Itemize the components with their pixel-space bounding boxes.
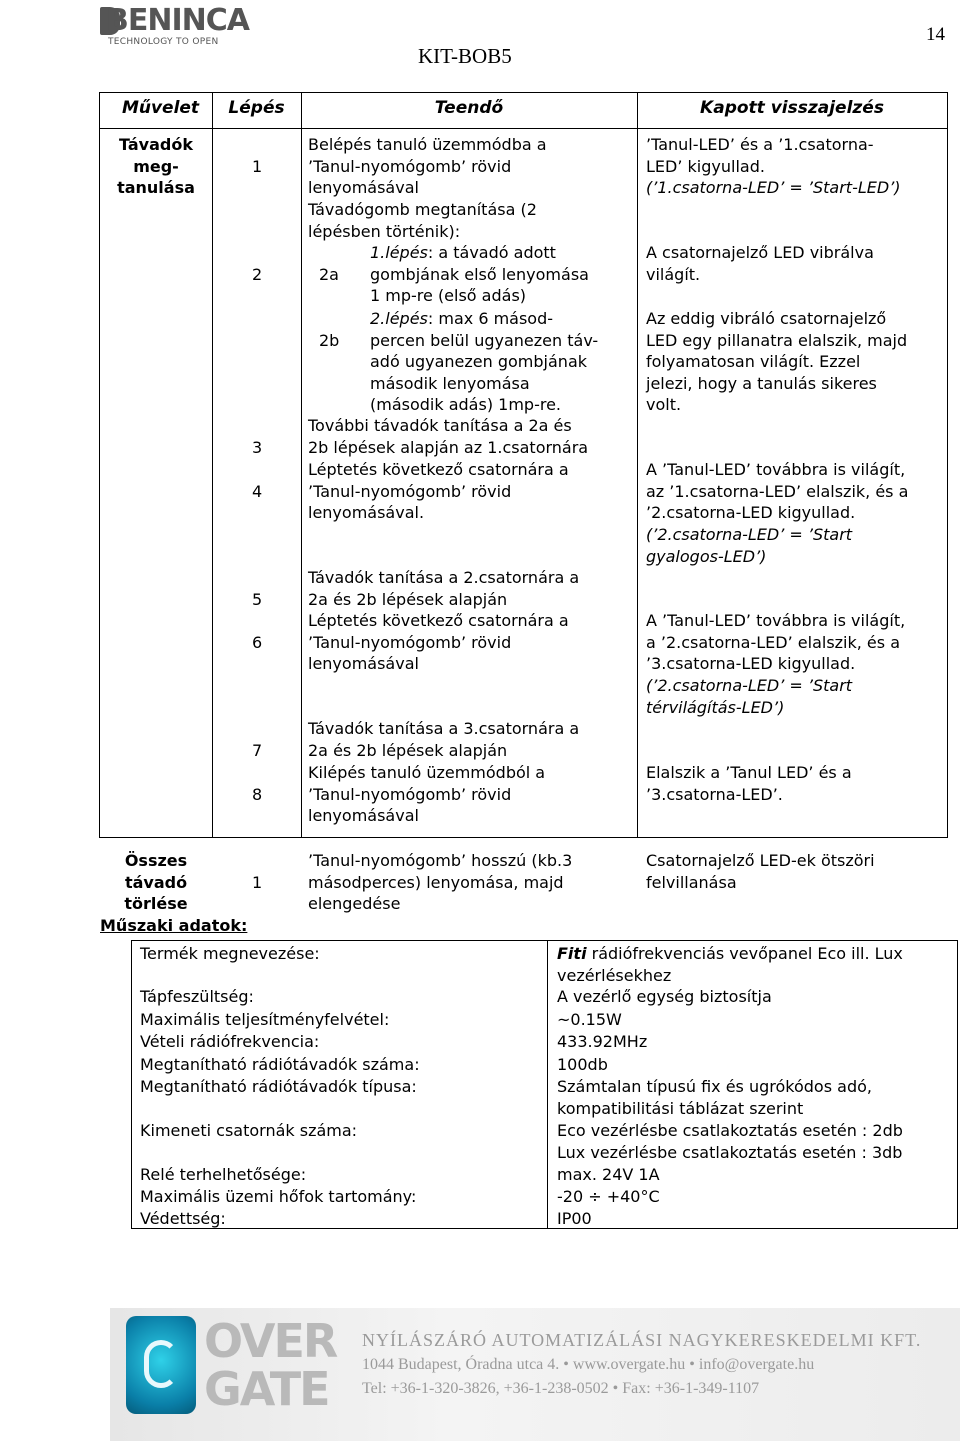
logo-tagline: TECHNOLOGY TO OPEN [108, 37, 219, 47]
spec-label-temperature: Maximális üzemi hőfok tartomány: [140, 1187, 417, 1206]
logo-text: BENINCA [106, 3, 249, 38]
header-operation: Művelet [121, 98, 200, 118]
section-delete: Összes távadó törlése [124, 851, 188, 914]
spec-label-frequency: Vételi rádiófrekvencia: [140, 1032, 320, 1051]
spec-label-supply: Tápfeszültség: [140, 987, 254, 1006]
spec-label-product: Termék megnevezése: [140, 944, 320, 963]
feedback-6b: (’2.csatorna-LED’ = ’Start térvilágítás-LED’) [646, 676, 853, 717]
page-number: 14 [926, 24, 945, 45]
spec-label-remote-count: Megtanítható rádiótávadók száma: [140, 1055, 420, 1074]
step-2: 2 [252, 265, 263, 284]
step-1: 1 [252, 157, 263, 176]
feedback-4b: (’2.csatorna-LED’ = ’Start gyalogos-LED’) [646, 525, 853, 566]
overgate-logo-bottom: GATE [204, 1362, 329, 1416]
action-step-6: Léptetés következő csatornára a ’Tanul-nyomógomb’ rövid lenyomásával [308, 611, 569, 674]
feedback-8: Elalszik a ’Tanul LED’ és a ’3.csatorna-LED’. [646, 763, 852, 804]
model-title: KIT-BOB5 [418, 44, 512, 68]
overgate-logo [126, 1312, 336, 1430]
action-step-2a [370, 242, 635, 307]
spec-value-remote-count: 100db [557, 1055, 608, 1074]
feedback-2a: A csatornajelző LED vibrálva világít. [646, 243, 874, 284]
action-step-1: Belépés tanuló üzemmódba a ’Tanul-nyomógomb’ rövid lenyomásával [308, 135, 547, 198]
spec-value-power: ~0.15W [557, 1010, 622, 1029]
step-7: 7 [252, 741, 263, 760]
spec-value-supply: A vezérlő egység biztosítja [557, 987, 772, 1006]
action-step-2a-text: : a távadó adott gombjának első lenyomása 1 mp-re (első adás) [370, 243, 589, 306]
section-learning: Távadók meg- tanulása [117, 135, 195, 198]
action-step-5: Távadók tanítása a 2.csatornára a 2a és 2b lépések alapján [308, 568, 580, 609]
feedback-2b: Az eddig vibráló csatornajelző LED egy pillanatra elalszik, majd folyamatosan világít. Ezzel jelezi, hogy a tanulás sikeres volt. [646, 309, 908, 415]
substep-2a: 2a [319, 265, 339, 284]
spec-value-remote-type: Számtalan típusú fix és ugrókódos adó, kompatibilitási táblázat szerint [557, 1077, 872, 1118]
header-action: Teendő [434, 98, 504, 118]
action-step-2b-text: : max 6 másod- percen belül ugyanezen táv- adó ugyanezen gombjának második lenyomása (második adás) 1mp-re. [370, 309, 599, 415]
spec-value-product [557, 943, 957, 986]
feedback-6a: A ’Tanul-LED’ továbbra is világít, a ’2.csatorna-LED’ elalszik, és a ’3.csatorna-LED kigyullad. [646, 611, 906, 674]
spec-label-remote-type: Megtanítható rádiótávadók típusa: [140, 1077, 417, 1096]
spec-value-product-brand: Fiti [557, 944, 587, 963]
action-step-2a-prefix: 1.lépés [370, 243, 428, 262]
substep-2b: 2b [319, 331, 340, 350]
overgate-logo-top: OVER [204, 1314, 337, 1368]
spec-value-protection: IP00 [557, 1209, 592, 1228]
delete-feedback: Csatornajelző LED-ek ötszöri felvillanása [646, 851, 875, 892]
feedback-4a: A ’Tanul-LED’ továbbra is világít, az ’1.csatorna-LED’ elalszik, és a ’2.csatorna-LED kigyullad. [646, 460, 909, 523]
header-step: Lépés [228, 98, 285, 118]
step-3: 3 [252, 438, 263, 457]
footer-company: NYÍLÁSZÁRÓ AUTOMATIZÁLÁSI NAGYKERESKEDELMI KFT. [362, 1330, 922, 1350]
step-6: 6 [252, 633, 263, 652]
spec-label-relay: Relé terhelhetősége: [140, 1165, 307, 1184]
action-step-2b-prefix: 2.lépés [370, 309, 428, 328]
spec-label-protection: Védettség: [140, 1209, 226, 1228]
feedback-1b: (’1.csatorna-LED’ = ’Start-LED’) [646, 178, 901, 197]
delete-action: ’Tanul-nyomógomb’ hosszú (kb.3 másodperces) lenyomása, majd elengedése [308, 851, 573, 914]
step-8: 8 [252, 785, 263, 804]
action-step-7: Távadók tanítása a 3.csatornára a 2a és 2b lépések alapján [308, 719, 580, 760]
feedback-1a: ’Tanul-LED’ és a ’1.csatorna- LED’ kigyullad. [646, 135, 874, 176]
action-step-4: Léptetés következő csatornára a ’Tanul-nyomógomb’ rövid lenyomásával. [308, 460, 569, 523]
action-step-2b [370, 308, 635, 416]
step-5: 5 [252, 590, 263, 609]
action-step-8: Kilépés tanuló üzemmódból a ’Tanul-nyomógomb’ rövid lenyomásával [308, 763, 546, 826]
action-step-2-intro: Távadógomb megtanítása (2 lépésben történik): [308, 200, 537, 241]
spec-value-frequency: 433.92MHz [557, 1032, 648, 1051]
spec-value-temperature: -20 ÷ +40°C [557, 1187, 660, 1206]
spec-label-power: Maximális teljesítményfelvétel: [140, 1010, 390, 1029]
footer-address: 1044 Budapest, Óradna utca 4. • www.overgate.hu • info@overgate.hu [362, 1356, 815, 1373]
header-feedback: Kapott visszajelzés [700, 98, 884, 118]
spec-value-product-text: rádiófrekvenciás vevőpanel Eco ill. Lux vezérlésekhez [557, 944, 903, 985]
action-step-3: További távadók tanítása a 2a és 2b lépések alapján az 1.csatornára [308, 416, 589, 457]
footer-phone: Tel: +36-1-320-3826, +36-1-238-0502 • Fax: +36-1-349-1107 [362, 1380, 760, 1397]
spec-label-channels: Kimeneti csatornák száma: [140, 1121, 358, 1140]
spec-value-channels: Eco vezérlésbe csatlakoztatás esetén : 2db Lux vezérlésbe csatlakoztatás esetén : 3db [557, 1121, 903, 1162]
specs-title: Műszaki adatok: [100, 916, 248, 935]
spec-value-relay: max. 24V 1A [557, 1165, 660, 1184]
step-4: 4 [252, 482, 263, 501]
delete-step: 1 [252, 873, 263, 892]
